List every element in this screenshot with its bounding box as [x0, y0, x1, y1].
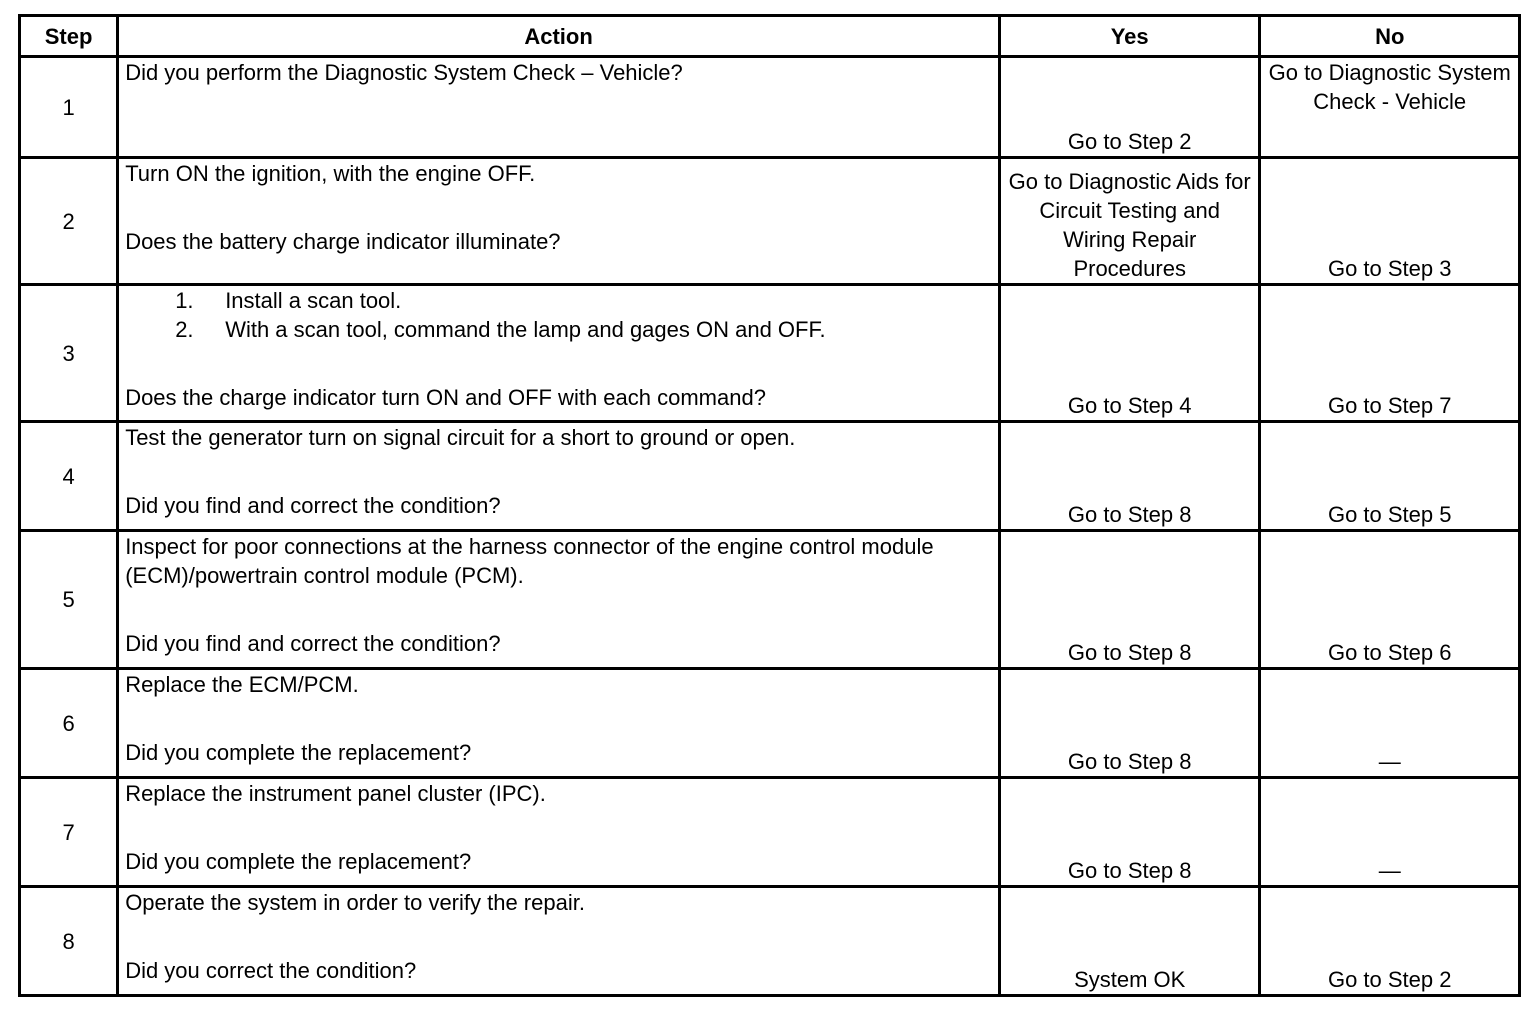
no-cell: Go to Step 6: [1260, 531, 1520, 669]
action-question: Did you complete the replacement?: [125, 740, 472, 765]
action-text: Test the generator turn on signal circuit for a short to ground or open.: [125, 425, 796, 450]
table-row: [20, 669, 1520, 778]
no-cell: Go to Step 5: [1260, 422, 1520, 531]
substep-text: With a scan tool, command the lamp and gages ON and OFF.: [225, 317, 826, 342]
action-cell: [118, 57, 1000, 158]
step-number: 7: [20, 778, 118, 887]
step-number: 6: [20, 669, 118, 778]
step-number: 3: [20, 285, 118, 422]
step-number: 1: [20, 57, 118, 158]
no-cell: —: [1260, 778, 1520, 887]
yes-cell: Go to Step 8: [999, 422, 1260, 531]
action-cell: [118, 778, 1000, 887]
header-yes: Yes: [999, 16, 1260, 57]
header-action: Action: [118, 16, 1000, 57]
diagnostic-table: [18, 14, 1521, 997]
substep-list: [125, 286, 992, 344]
action-cell: [118, 158, 1000, 285]
yes-cell: Go to Step 8: [999, 531, 1260, 669]
action-question: Does the charge indicator turn ON and OFF with each command?: [125, 385, 766, 410]
action-question: Did you complete the replacement?: [125, 849, 472, 874]
action-question: Did you find and correct the condition?: [125, 493, 501, 518]
no-cell: Go to Step 7: [1260, 285, 1520, 422]
table-row: [20, 531, 1520, 669]
action-text: Inspect for poor connections at the harness connector of the engine control module (ECM)/powertrain control module (PCM).: [125, 534, 934, 588]
action-text: Turn ON the ignition, with the engine OFF.: [125, 161, 536, 186]
action-cell: [118, 887, 1000, 996]
step-number: 5: [20, 531, 118, 669]
table-row: [20, 887, 1520, 996]
no-cell: Go to Diagnostic System Check - Vehicle: [1260, 57, 1520, 158]
yes-cell: Go to Step 4: [999, 285, 1260, 422]
table-row: [20, 778, 1520, 887]
action-cell: [118, 531, 1000, 669]
substep-number: 2.: [175, 317, 194, 342]
substep: [175, 286, 992, 315]
action-question: Did you find and correct the condition?: [125, 631, 501, 656]
action-text: Operate the system in order to verify the repair.: [125, 890, 585, 915]
table-row: [20, 158, 1520, 285]
table-row: [20, 57, 1520, 158]
no-cell: —: [1260, 669, 1520, 778]
no-cell: Go to Step 2: [1260, 887, 1520, 996]
step-number: 4: [20, 422, 118, 531]
step-number: 8: [20, 887, 118, 996]
substep-number: 1.: [175, 288, 194, 313]
action-text: Did you perform the Diagnostic System Check – Vehicle?: [125, 60, 683, 85]
substep-text: Install a scan tool.: [225, 288, 402, 313]
action-cell: [118, 422, 1000, 531]
action-question: Does the battery charge indicator illuminate?: [125, 229, 561, 254]
header-no: No: [1260, 16, 1520, 57]
action-cell: [118, 285, 1000, 422]
action-question: Did you correct the condition?: [125, 958, 417, 983]
substep: [175, 315, 992, 344]
table-row: [20, 422, 1520, 531]
yes-cell: Go to Step 2: [999, 57, 1260, 158]
yes-cell: System OK: [999, 887, 1260, 996]
action-cell: [118, 669, 1000, 778]
no-cell: Go to Step 3: [1260, 158, 1520, 285]
action-text: Replace the ECM/PCM.: [125, 672, 359, 697]
header-step: Step: [20, 16, 118, 57]
table-row: [20, 285, 1520, 422]
yes-cell: Go to Step 8: [999, 778, 1260, 887]
yes-cell: Go to Step 8: [999, 669, 1260, 778]
step-number: 2: [20, 158, 118, 285]
action-text: Replace the instrument panel cluster (IPC).: [125, 781, 546, 806]
header-row: [20, 16, 1520, 57]
yes-cell: Go to Diagnostic Aids for Circuit Testing and Wiring Repair Procedures: [999, 158, 1260, 285]
